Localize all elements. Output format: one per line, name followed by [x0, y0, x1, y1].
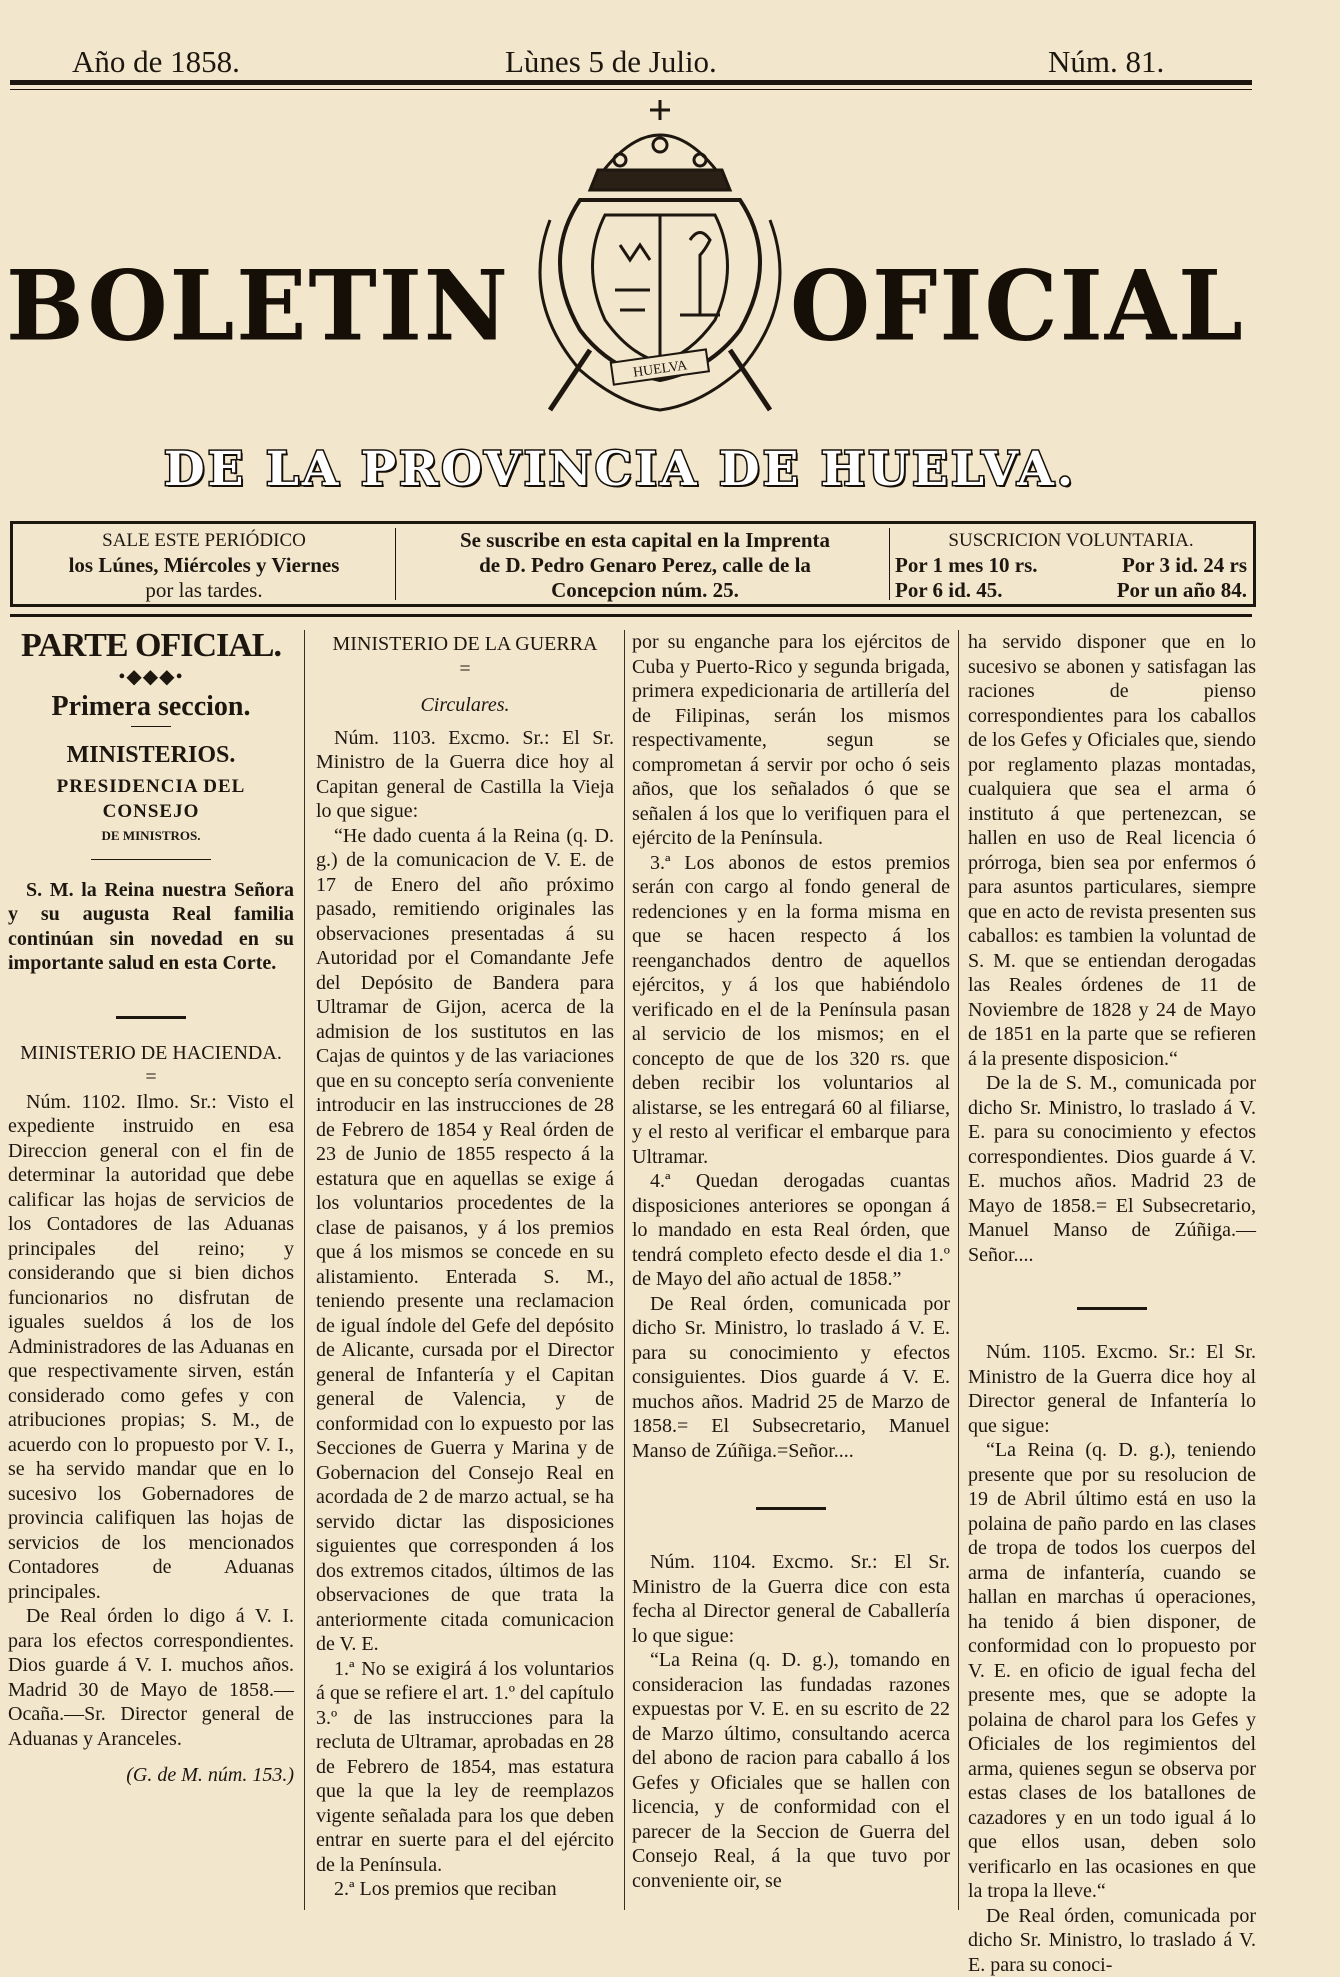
article-1104-closing: De la de S. M., comunicada por dicho Sr. Ministro, lo traslado á V. E. para su conocimiento y efectos correspondientes. Dios guarde á V. E. muchos años. Madrid 23 de Mayo de 1858.= El Subsecretario, Manuel Manso de Zúñiga.—Señor.... — [968, 1071, 1256, 1267]
header-rule — [10, 80, 1252, 85]
subtitle-province: DE LA PROVINCIA DE HUELVA. — [100, 442, 1140, 497]
article-1105-body: “La Reina (q. D. g.), teniendo presente que por su resolucion de 19 de Abril último está en uso la polaina de paño pardo en las clases de tropa de todos los cuerpos del arma de infantería, cuando se hallan en marchas ú operaciones, ha tenido á bien disponer, de conformidad con lo propuesto por V. E. en oficio de igual fecha del presente mes, que se adopte la polaina de charol para los Gefes y Oficiales de los regimientos del arma, quienes segun se observa por estas clases de los batallones de cazadores y en un todo igual á lo que ellos usan, deben solo verificarlo en las ocasiones en que la tropa la lleve.“ — [968, 1438, 1256, 1904]
ornament-divider: •◆◆◆• — [8, 665, 294, 690]
guerra-heading: MINISTERIO DE LA GUERRA — [316, 632, 614, 657]
equals-divider: = — [8, 1065, 294, 1090]
info-box — [10, 521, 1256, 607]
price-1-month: Por 1 mes 10 rs. — [895, 553, 1038, 578]
title-oficial: OFICIAL — [790, 249, 1245, 362]
crest-label: HUELVA — [632, 358, 689, 381]
article-1103: Núm. 1103. Excmo. Sr.: El Sr. Ministro de la Guerra dice hoy al Capitan general de Castilla la Vieja lo que sigue: — [316, 726, 614, 824]
circulares-heading: Circulares. — [316, 693, 614, 718]
title-boletin: BOLETIN — [6, 249, 510, 362]
article-1104: Núm. 1104. Excmo. Sr.: El Sr. Ministro de la Guerra dice con esta fecha al Director general de Caballería lo que sigue: — [632, 1550, 950, 1648]
price-3-months: Por 3 id. 24 rs — [1122, 553, 1247, 578]
short-divider — [131, 726, 171, 727]
provision-1: 1.ª No se exigirá á los voluntarios á que se refiere el art. 1.º del capítulo 3.º de las instrucciones para la recluta de Ultramar, aprobadas en 28 de Febrero de 1854, mas estatura que la que la ley de reemplazos vigente señalada para los que deben entrar en suerte para el del ejército de la Península. — [316, 1657, 614, 1878]
column-2 — [316, 630, 614, 1910]
primera-seccion-heading: Primera seccion. — [8, 695, 294, 720]
bold-divider — [1077, 1307, 1147, 1310]
reina-notice: S. M. la Reina nuestra Señora y su augusta Real familia continúan sin novedad en su importante salud en esta Corte. — [8, 878, 294, 976]
column-4 — [968, 630, 1256, 1910]
article-1105-closing: De Real órden, comunicada por dicho Sr. Ministro, lo traslado á V. E. para su conoci- — [968, 1904, 1256, 1977]
article-1105: Núm. 1105. Excmo. Sr.: El Sr. Ministro de la Guerra dice hoy al Director general de Infantería lo que sigue: — [968, 1340, 1256, 1438]
info-separator — [395, 528, 396, 600]
bold-divider — [756, 1507, 826, 1510]
short-divider — [91, 859, 211, 860]
column-rule — [304, 630, 305, 1910]
de-ministros-heading: DE MINISTROS. — [8, 824, 294, 849]
provision-3: 3.ª Los abonos de estos premios serán con cargo al fondo general de redenciones y en la forma misma en que se hacen respecto á los reenganchados dentro de aquellos ejércitos, y á los que habiéndolo verificado en el de la Península pasan al servicio de los mismos; en el concepto de que de los 320 rs. que deben recibir los voluntarios al alistarse, se les entregará 60 al filiarse, y el resto al verificar el embarque para Ultramar. — [632, 851, 950, 1170]
info-bottom-rule — [10, 614, 1252, 617]
column-3 — [632, 630, 950, 1910]
article-1104-body: “La Reina (q. D. g.), tomando en consideracion las fundadas razones expuestas por V. E. en su escrito de 22 de Marzo último, consultando acerca del abono de racion para caballo á los Gefes y Oficiales que se hallen con licencia, y de conformidad con el parecer de la Seccion de Guerra del Consejo Real, á la que tuvo por conveniente oir, se — [632, 1648, 950, 1893]
info-separator — [889, 528, 890, 600]
equals-divider: = — [316, 657, 614, 682]
price-1-year: Por un año 84. — [1117, 578, 1247, 603]
gazette-reference: (G. de M. núm. 153.) — [8, 1763, 294, 1788]
hacienda-heading: MINISTERIO DE HACIENDA. — [8, 1041, 294, 1066]
article-1102: Núm. 1102. Ilmo. Sr.: Visto el expediente instruido en esa Direccion general con el fin de determinar la autoridad que debe calificar las hojas de servicios de los Contadores de las Aduanas principales del reino; y considerando que si bien dichos funcionarios no disfrutan de iguales sueldos á los de los Administradores de las Aduanas en que respectivamente sirven, están considerado como gefes y con atribuciones propias; S. M., de acuerdo con lo propuesto por V. I., se ha servido mandar que en lo sucesivo los Gobernadores de provincia califiquen las hojas de servicios de los mencionados Contadores de Aduanas principales. — [8, 1090, 294, 1605]
article-1102-closing: De Real órden lo digo á V. I. para los efectos correspondientes. Dios guarde á V. I. muchos años. Madrid 30 de Mayo de 1858.— Ocaña.—Sr. Director general de Aduanas y Aranceles. — [8, 1604, 294, 1751]
year-label: Año de 1858. — [72, 44, 240, 80]
header-rule-thin — [10, 89, 1252, 90]
issue-date: Lùnes 5 de Julio. — [505, 44, 717, 80]
article-1104-cont: ha servido disponer que en lo sucesivo se abonen y satisfagan las raciones de pienso correspondientes para los caballos de los Gefes y Oficiales que, siendo por reglamento plazas montadas, cualquiera que sea el arma ó instituto á que pertenezcan, se hallen en uso de Real licencia ó prórroga, bien sea por enfermos ó para asuntos particulares, siempre que en acto de revista presenten sus caballos: es tambien la voluntad de S. M. que se entiendan derogadas las Reales órdenes de 11 de Noviembre de 1828 y 24 de Mayo de 1851 en la parte que se refieren á la presente disposicion.“ — [968, 630, 1256, 1071]
coat-of-arms-icon — [520, 100, 800, 420]
date-line — [0, 44, 1340, 84]
issue-number: Núm. 81. — [1048, 44, 1164, 80]
price-6-months: Por 6 id. 45. — [895, 578, 1003, 603]
column-rule — [958, 630, 959, 1910]
parte-oficial-heading: PARTE OFICIAL. — [8, 634, 294, 659]
column-rule — [624, 630, 625, 1910]
schedule-cell: SALE ESTE PERIÓDICO los Lúnes, Miércoles y Viernes por las tardes. — [19, 528, 389, 600]
provision-4: 4.ª Quedan derogadas cuantas disposiciones anteriores se opongan á lo mandado en esta Real órden, que tendrá completo efecto desde el dia 1.º de Mayo del año actual de 1858.” — [632, 1169, 950, 1292]
article-1103-closing: De Real órden, comunicada por dicho Sr. Ministro, lo traslado á V. E. para su conocimiento y efectos consiguientes. Dios guarde á V. E. muchos años. Madrid 25 de Marzo de 1858.= El Subsecretario, Manuel Manso de Zúñiga.=Señor.... — [632, 1292, 950, 1464]
prices-cell: SUSCRICION VOLUNTARIA. Por 1 mes 10 rs. Por 3 id. 24 rs Por 6 id. 45. Por un año 84. — [895, 528, 1247, 600]
provision-2-cont: por su enganche para los ejércitos de Cuba y Puerto-Rico y segunda brigada, primera expedicionaria de artillería del de Filipinas, serán los mismos respectivamente, segun se comprometan á servir por ocho ó seis años, que los señalados ó que se señalen á los que lo verifiquen para el ejército de la Península. — [632, 630, 950, 851]
bold-divider — [116, 1016, 186, 1019]
article-1103-body: “He dado cuenta á la Reina (q. D. g.) de la comunicacion de V. E. de 17 de Enero del año próximo pasado, remitiendo originales las observaciones presentadas á su Autoridad por el Comandante Jefe del Depósito de Bandera para Ultramar de Gijon, acerca de la admision de los sustitutos en las Cajas de quintos y de las variaciones que en su concepto sería conveniente introducir en las instrucciones de 28 de Febrero de 1854 y Real órden de 23 de Junio de 1855 respecto á la estatura que en aquellas se exige á los voluntarios procedentes de la clase de paisanos, y á los premios que á los mismos se concede en su alistamiento. Enterada S. M., teniendo presente una reclamacion de igual índole del Gefe del depósito de Alicante, cursada por el Director general de Infantería y el Capitan general de Valencia, y de conformidad con lo expuesto por las Secciones de Guerra y Marina y de Gobernacion del Consejo Real en acordada de 2 de marzo actual, se ha servido dictar las disposiciones siguientes que corresponden á los dos extremos citados, últimos de las observaciones de que trata la anteriormente citada comunicacion de V. E. — [316, 824, 614, 1657]
ministerios-heading: MINISTERIOS. — [8, 743, 294, 768]
subscription-cell: Se suscribe en esta capital en la Imprenta de D. Pedro Genaro Perez, calle de la Concepcion núm. 25. — [405, 528, 885, 600]
column-1 — [8, 630, 294, 1910]
presidencia-heading: PRESIDENCIA DEL CONSEJO — [8, 775, 294, 824]
provision-2-start: 2.ª Los premios que reciban — [316, 1877, 614, 1902]
